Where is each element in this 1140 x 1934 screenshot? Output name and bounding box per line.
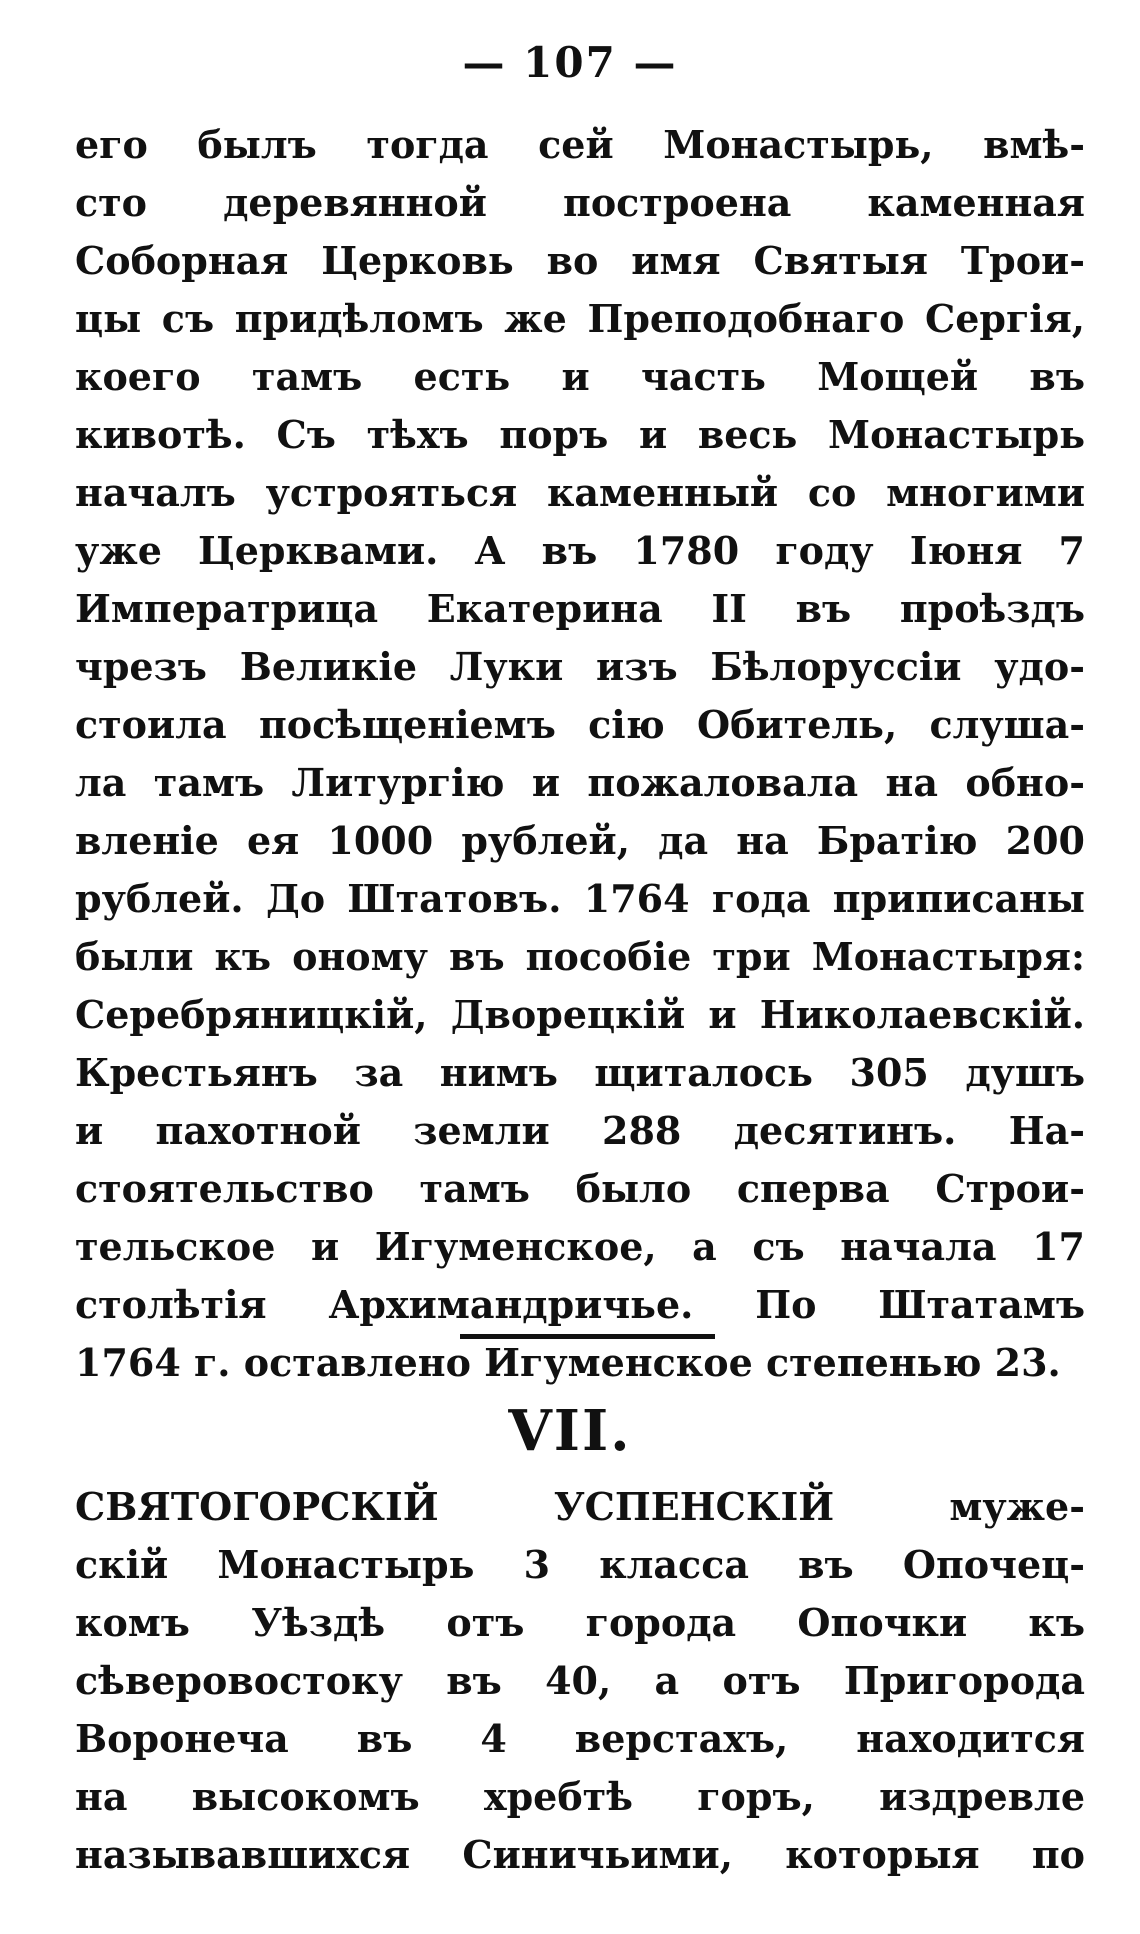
text-line: комъ Уѣздѣ отъ города Опочки къ (75, 1600, 1085, 1645)
text-line: началъ устрояться каменный со многими (75, 470, 1085, 515)
text-line: ла тамъ Литургію и пожаловала на обно- (75, 760, 1085, 805)
text-line: Императрица Екатерина II въ проѣздъ (75, 586, 1085, 631)
text-line: его былъ тогда сей Монастырь, вмѣ- (75, 122, 1085, 167)
text-line: вленіе ея 1000 рублей, да на Братію 200 (75, 818, 1085, 863)
page-number: — 107 — (462, 38, 678, 87)
text-line: называвшихся Синичьими, которыя по (75, 1832, 1085, 1877)
text-line: на высокомъ хребтѣ горъ, издревле (75, 1774, 1085, 1819)
section-paragraph (75, 1478, 1085, 1884)
text-line: Серебряницкій, Дворецкій и Николаевскій. (75, 992, 1085, 1037)
text-line: кивотѣ. Съ тѣхъ поръ и весь Монастырь (75, 412, 1085, 457)
text-line: тельское и Игуменское, а съ начала 17 (75, 1224, 1085, 1269)
text-line: скій Монастырь 3 класса въ Опочец- (75, 1542, 1085, 1587)
text-line: Воронеча въ 4 верстахъ, находится (75, 1716, 1085, 1761)
text-line: чрезъ Великіе Луки изъ Бѣлоруссіи удо- (75, 644, 1085, 689)
text-line: были къ оному въ пособіе три Монастыря: (75, 934, 1085, 979)
text-line: столѣтія Архимандричье. По Штатамъ (75, 1282, 1085, 1327)
text-line: стоятельство тамъ было сперва Строи- (75, 1166, 1085, 1211)
text-line: стоила посѣщеніемъ сію Обитель, слуша- (75, 702, 1085, 747)
text-line: СВЯТОГОРСКІЙ УСПЕНСКІЙ муже- (75, 1484, 1085, 1529)
continued-paragraph (75, 116, 1085, 1392)
text-line: сѣверовостоку въ 40, а отъ Пригорода (75, 1658, 1085, 1703)
text-line: коего тамъ есть и часть Мощей въ (75, 354, 1085, 399)
text-line: сто деревянной построена каменная (75, 180, 1085, 225)
text-line: Соборная Церковь во имя Святыя Трои- (75, 238, 1085, 283)
text-line: уже Церквами. А въ 1780 году Іюня 7 (75, 528, 1085, 573)
text-line: Крестьянъ за нимъ щиталось 305 душъ (75, 1050, 1085, 1095)
section-divider-rule (460, 1334, 715, 1339)
text-line: 1764 г. оставлено Игуменское степенью 23. (75, 1340, 1061, 1385)
text-line: цы съ придѣломъ же Преподобнаго Сергія, (75, 296, 1085, 341)
text-line: и пахотной земли 288 десятинъ. На- (75, 1108, 1085, 1153)
text-line: рублей. До Штатовъ. 1764 года приписаны (75, 876, 1085, 921)
section-heading: VII. (508, 1398, 632, 1464)
